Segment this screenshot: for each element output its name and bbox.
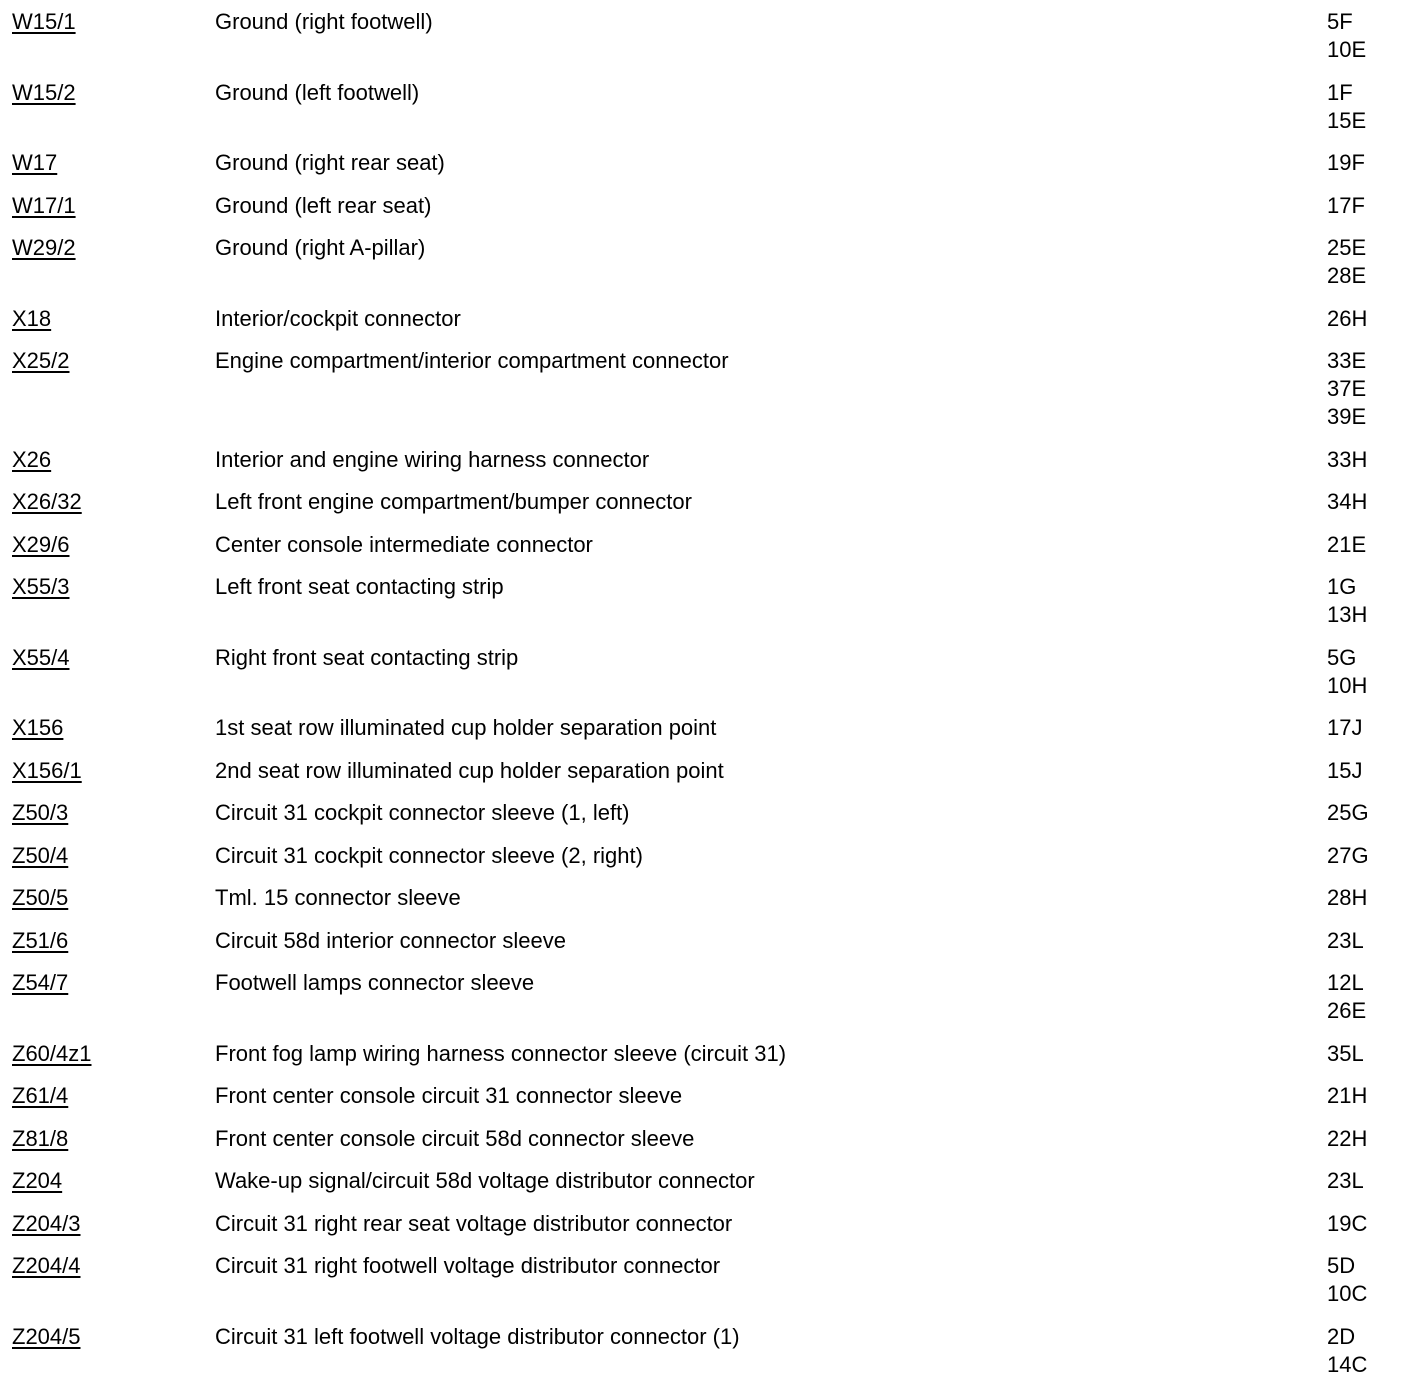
- component-description: Interior and engine wiring harness connector: [215, 446, 650, 472]
- grid-location: 10C: [1327, 1281, 1368, 1306]
- grid-location: 33H: [1327, 446, 1368, 472]
- grid-locations: [1327, 192, 1407, 220]
- component-description: Left front engine compartment/bumper connector: [215, 489, 692, 514]
- component-code-link[interactable]: Z50/4: [12, 842, 69, 868]
- grid-locations: [1327, 79, 1407, 135]
- grid-locations: [1327, 1252, 1407, 1308]
- grid-location: 12L: [1327, 970, 1364, 995]
- list-item: [0, 884, 1408, 912]
- grid-location: 10H: [1327, 672, 1368, 698]
- list-item: [0, 8, 1408, 64]
- list-item: [0, 192, 1408, 220]
- list-item: [0, 1040, 1408, 1068]
- component-description: Ground (right footwell): [215, 9, 433, 34]
- component-description: Ground (right A-pillar): [215, 235, 426, 260]
- component-list: [0, 8, 1408, 1393]
- list-item: [0, 1210, 1408, 1238]
- list-item: [0, 757, 1408, 785]
- component-code-link[interactable]: Z61/4: [12, 1083, 69, 1108]
- grid-location: 22H: [1327, 1125, 1368, 1151]
- grid-locations: [1327, 757, 1407, 785]
- component-description: Interior/cockpit connector: [215, 305, 461, 331]
- grid-location: 15J: [1327, 757, 1363, 783]
- grid-location: 14C: [1327, 1351, 1368, 1377]
- list-item: [0, 531, 1408, 559]
- list-item: [0, 1252, 1408, 1308]
- grid-locations: [1327, 1125, 1407, 1153]
- grid-location: 10E: [1327, 37, 1367, 62]
- component-code-link[interactable]: X55/4: [12, 644, 70, 670]
- component-code-link[interactable]: Z60/4z1: [12, 1040, 92, 1066]
- grid-location: 13H: [1327, 602, 1368, 627]
- component-code-link[interactable]: Z204: [12, 1168, 63, 1193]
- grid-locations: [1327, 573, 1407, 629]
- component-description: Wake-up signal/circuit 58d voltage distributor connector: [215, 1168, 755, 1193]
- component-code-link[interactable]: W17/1: [12, 192, 76, 218]
- grid-location: 33E: [1327, 348, 1367, 373]
- grid-location: 19C: [1327, 1210, 1368, 1236]
- component-description: Circuit 31 left footwell voltage distributor connector (1): [215, 1323, 740, 1349]
- grid-location: 2D: [1327, 1323, 1356, 1349]
- list-item: [0, 1167, 1408, 1195]
- grid-locations: [1327, 446, 1407, 474]
- component-code-link[interactable]: W15/2: [12, 79, 76, 105]
- grid-locations: [1327, 969, 1407, 1025]
- list-item: [0, 305, 1408, 333]
- component-description: Ground (left footwell): [215, 79, 420, 105]
- grid-location: 35L: [1327, 1040, 1364, 1066]
- component-description: Ground (left rear seat): [215, 192, 432, 218]
- list-item: [0, 234, 1408, 290]
- grid-location: 19F: [1327, 150, 1365, 175]
- component-description: Front center console circuit 58d connector sleeve: [215, 1125, 695, 1151]
- list-item: [0, 446, 1408, 474]
- grid-location: 15E: [1327, 107, 1367, 133]
- list-item: [0, 347, 1408, 431]
- component-description: Circuit 31 cockpit connector sleeve (1, left): [215, 800, 630, 825]
- component-description: Circuit 31 cockpit connector sleeve (2, right): [215, 842, 643, 868]
- grid-location: 23L: [1327, 927, 1364, 953]
- grid-location: 23L: [1327, 1168, 1364, 1193]
- grid-location: 5D: [1327, 1253, 1356, 1278]
- component-code-link[interactable]: W17: [12, 150, 58, 175]
- grid-location: 28E: [1327, 263, 1367, 288]
- component-code-link[interactable]: X156/1: [12, 757, 82, 783]
- list-item: [0, 1082, 1408, 1110]
- component-description: Circuit 31 right rear seat voltage distributor connector: [215, 1210, 733, 1236]
- grid-locations: [1327, 531, 1407, 559]
- component-description: 1st seat row illuminated cup holder separation point: [215, 715, 717, 740]
- component-description: Left front seat contacting strip: [215, 574, 504, 599]
- grid-location: 21E: [1327, 531, 1367, 557]
- component-code-link[interactable]: X18: [12, 305, 52, 331]
- component-description: Center console intermediate connector: [215, 531, 593, 557]
- list-item: [0, 573, 1408, 629]
- grid-location: 27G: [1327, 842, 1369, 868]
- list-item: [0, 799, 1408, 827]
- component-code-link[interactable]: Z51/6: [12, 927, 69, 953]
- grid-locations: [1327, 1082, 1407, 1110]
- component-code-link[interactable]: X55/3: [12, 574, 70, 599]
- list-item: [0, 1323, 1408, 1379]
- grid-location: 39E: [1327, 404, 1367, 429]
- component-code-link[interactable]: X29/6: [12, 531, 70, 557]
- component-code-link[interactable]: Z50/3: [12, 800, 69, 825]
- list-item: [0, 714, 1408, 742]
- list-item: [0, 79, 1408, 135]
- list-item: [0, 488, 1408, 516]
- grid-location: 25G: [1327, 800, 1369, 825]
- grid-locations: [1327, 842, 1407, 870]
- grid-locations: [1327, 714, 1407, 742]
- grid-location: 37E: [1327, 376, 1367, 401]
- list-item: [0, 644, 1408, 700]
- component-description: Tml. 15 connector sleeve: [215, 885, 461, 910]
- component-description: 2nd seat row illuminated cup holder separation point: [215, 757, 724, 783]
- component-description: Front center console circuit 31 connector sleeve: [215, 1083, 683, 1108]
- grid-location: 5G: [1327, 644, 1357, 670]
- component-code-link[interactable]: Z54/7: [12, 970, 69, 995]
- grid-locations: [1327, 1167, 1407, 1195]
- component-code-link[interactable]: Z81/8: [12, 1125, 69, 1151]
- component-description: Engine compartment/interior compartment connector: [215, 348, 729, 373]
- grid-location: 17J: [1327, 715, 1363, 740]
- grid-locations: [1327, 1040, 1407, 1068]
- component-code-link[interactable]: Z204/3: [12, 1210, 81, 1236]
- grid-location: 26H: [1327, 305, 1368, 331]
- grid-locations: [1327, 305, 1407, 333]
- list-item: [0, 927, 1408, 955]
- grid-location: 21H: [1327, 1083, 1368, 1108]
- grid-location: 25E: [1327, 235, 1367, 260]
- list-item: [0, 1125, 1408, 1153]
- component-code-link[interactable]: Z204/4: [12, 1253, 81, 1278]
- grid-locations: [1327, 234, 1407, 290]
- list-item: [0, 149, 1408, 177]
- grid-location: 1F: [1327, 79, 1353, 105]
- grid-locations: [1327, 1210, 1407, 1238]
- grid-locations: [1327, 799, 1407, 827]
- component-code-link[interactable]: X25/2: [12, 348, 70, 373]
- component-code-link[interactable]: X26/32: [12, 489, 82, 514]
- component-description: Right front seat contacting strip: [215, 644, 519, 670]
- grid-locations: [1327, 1323, 1407, 1379]
- grid-locations: [1327, 488, 1407, 516]
- grid-location: 1G: [1327, 574, 1357, 599]
- grid-locations: [1327, 8, 1407, 64]
- grid-locations: [1327, 927, 1407, 955]
- grid-location: 17F: [1327, 192, 1365, 218]
- component-code-link[interactable]: Z204/5: [12, 1323, 81, 1349]
- component-code-link[interactable]: W15/1: [12, 9, 76, 34]
- grid-location: 34H: [1327, 489, 1368, 514]
- grid-location: 26E: [1327, 998, 1367, 1023]
- component-code-link[interactable]: X26: [12, 446, 52, 472]
- component-description: Ground (right rear seat): [215, 150, 445, 175]
- list-item: [0, 842, 1408, 870]
- grid-location: 28H: [1327, 885, 1368, 910]
- component-description: Circuit 58d interior connector sleeve: [215, 927, 566, 953]
- grid-locations: [1327, 347, 1407, 431]
- grid-locations: [1327, 884, 1407, 912]
- component-description: Front fog lamp wiring harness connector sleeve (circuit 31): [215, 1040, 787, 1066]
- list-item: [0, 969, 1408, 1025]
- component-code-link[interactable]: Z50/5: [12, 885, 69, 910]
- component-code-link[interactable]: X156: [12, 715, 64, 740]
- component-code-link[interactable]: W29/2: [12, 235, 76, 260]
- grid-locations: [1327, 644, 1407, 700]
- grid-location: 5F: [1327, 9, 1353, 34]
- component-description: Footwell lamps connector sleeve: [215, 970, 535, 995]
- component-description: Circuit 31 right footwell voltage distributor connector: [215, 1253, 721, 1278]
- grid-locations: [1327, 149, 1407, 177]
